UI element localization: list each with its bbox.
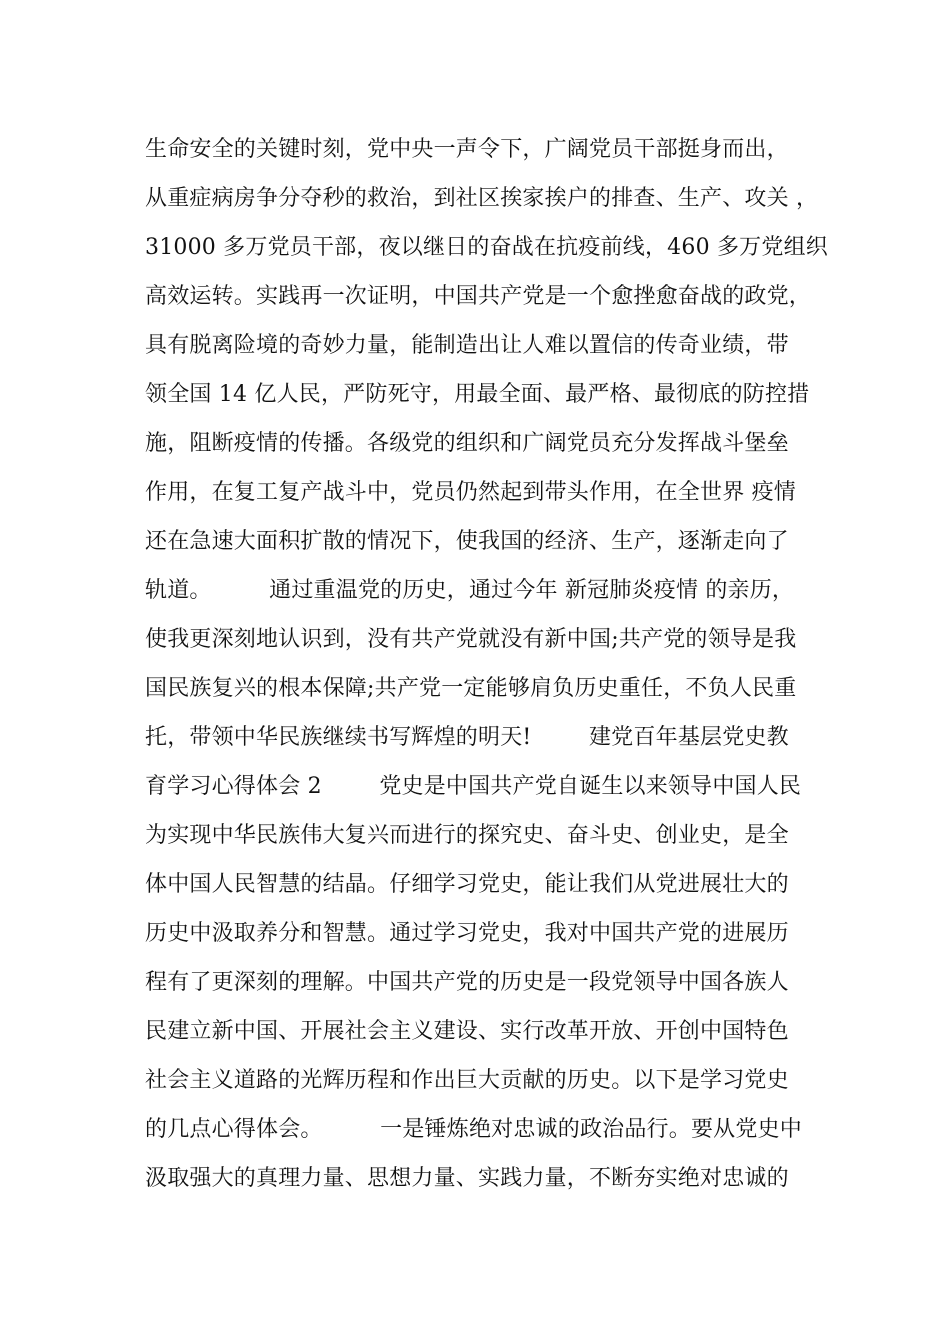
text-line: 社会主义道路的光辉历程和作出巨大贡献的历史。以下是学习党史 bbox=[145, 1068, 789, 1093]
text-line: 具有脱离险境的奇妙力量，能制造出让人难以置信的传奇业绩，带 bbox=[145, 333, 789, 358]
text-line: 还在急速大面积扩散的情况下，使我国的经济、生产，逐渐走向了 bbox=[145, 529, 789, 554]
text-line: 领全国 14 亿人民，严防死守，用最全面、最严格、最彻底的防控措 bbox=[145, 382, 810, 407]
text-line: 使我更深刻地认识到，没有共产党就没有新中国;共产党的领导是我 bbox=[145, 627, 797, 652]
text-line: 为实现中华民族伟大复兴而进行的探究史、奋斗史、创业史，是全 bbox=[145, 823, 789, 848]
text-line: 施，阻断疫情的传播。各级党的组织和广阔党员充分发挥战斗堡垒 bbox=[145, 431, 789, 456]
text-line: 历史中汲取养分和智慧。通过学习党史，我对中国共产党的进展历 bbox=[145, 921, 789, 946]
text-line: 程有了更深刻的理解。中国共产党的历史是一段党领导中国各族人 bbox=[145, 970, 789, 995]
text-line: 育学习心得体会 2 党史是中国共产党自诞生以来领导中国人民 bbox=[145, 774, 802, 799]
text-line: 生命安全的关键时刻，党中央一声令下，广阔党员干部挺身而出， bbox=[145, 137, 789, 162]
text-line: 体中国人民智慧的结晶。仔细学习党史，能让我们从党进展壮大的 bbox=[145, 872, 789, 897]
text-line: 31000 多万党员干部，夜以继日的奋战在抗疫前线，460 多万党组织 bbox=[145, 235, 828, 260]
text-line: 高效运转。实践再一次证明，中国共产党是一个愈挫愈奋战的政党， bbox=[145, 284, 812, 309]
text-line: 汲取强大的真理力量、思想力量、实践力量，不断夯实绝对忠诚的 bbox=[145, 1166, 789, 1191]
text-line: 轨道。 通过重温党的历史，通过今年 新冠肺炎疫情 的亲历， bbox=[145, 578, 795, 603]
body-text bbox=[145, 131, 828, 1209]
text-line: 国民族复兴的根本保障;共产党一定能够肩负历史重任，不负人民重 bbox=[145, 676, 797, 701]
text-line: 从重症病房争分夺秒的救治，到社区挨家挨户的排查、生产、攻关 ， bbox=[145, 186, 819, 211]
text-line: 托，带领中华民族继续书写辉煌的明天! 建党百年基层党史教 bbox=[145, 725, 789, 750]
text-line: 民建立新中国、开展社会主义建设、实行改革开放、开创中国特色 bbox=[145, 1019, 789, 1044]
text-line: 的几点心得体会。 一是锤炼绝对忠诚的政治品行。要从党史中 bbox=[145, 1117, 802, 1142]
text-line: 作用，在复工复产战斗中，党员仍然起到带头作用，在全世界 疫情 bbox=[145, 480, 796, 505]
